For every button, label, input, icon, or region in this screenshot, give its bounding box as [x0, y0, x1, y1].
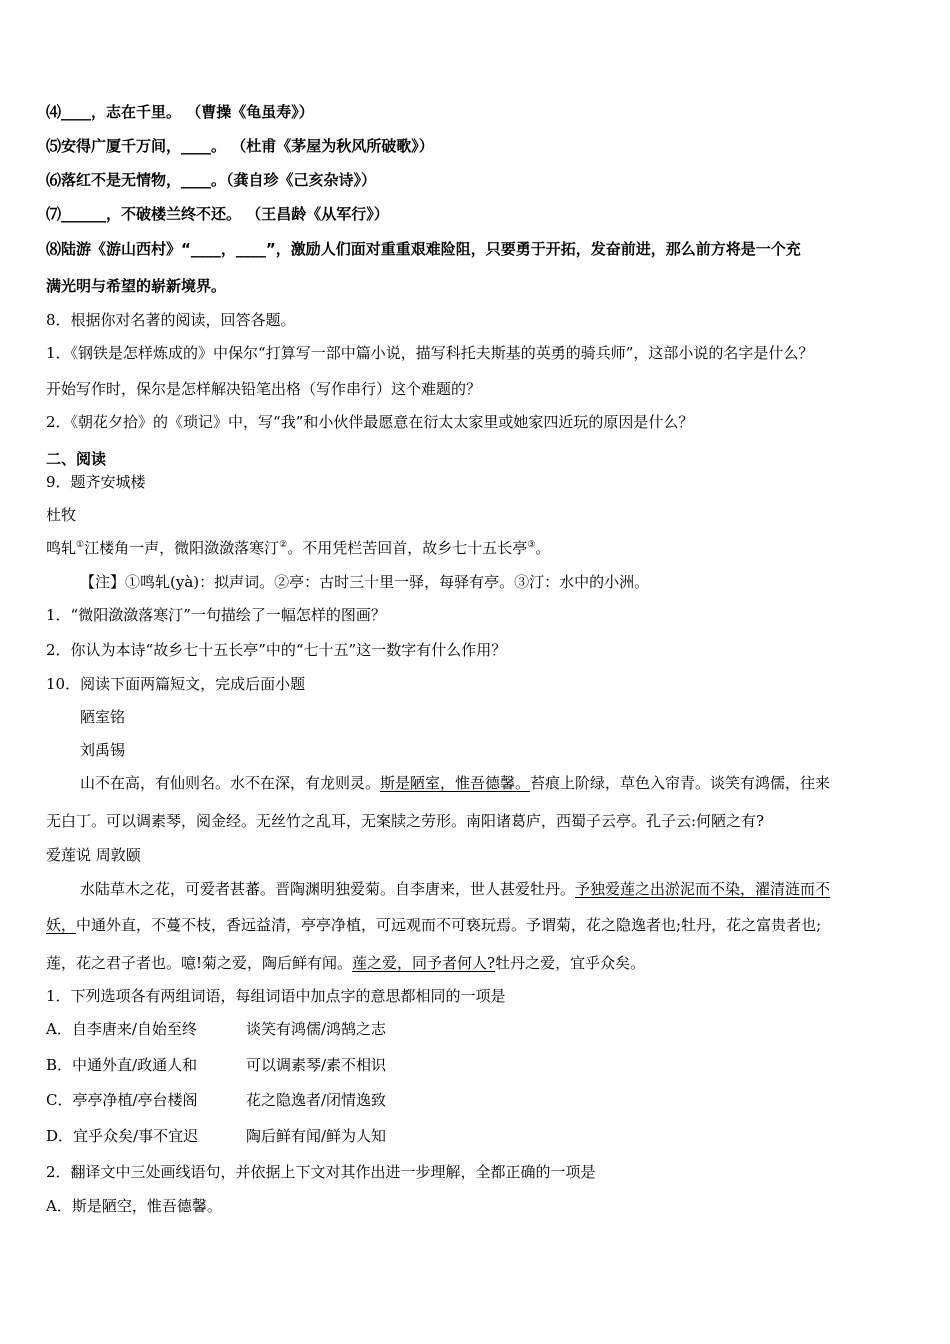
fill-line-5: ⑸安得广厦千万间，____。 （杜甫《茅屋为秋风所破歌》） [46, 137, 434, 155]
question-9-sub1: 1．“微阳潋潋落寒汀”一句描绘了一幅怎样的图画？ [46, 606, 386, 624]
underlined-sentence-3: 莲之爱，同予者何人? [352, 954, 496, 972]
question-8-sub1a: 1．《钢铁是怎样炼成的》中保尔“打算写一部中篇小说，描写科托夫斯基的英勇的骑兵师”，这部小说的名字是什么？ [46, 344, 814, 362]
passage-2-title: 爱莲说 周敦颐 [46, 846, 141, 864]
fill-line-8b: 满光明与希望的崭新境界。 [46, 277, 227, 295]
option-a: A．自李唐来/自始至终 谈笑有鸿儒/鸿鹄之志 [46, 1020, 387, 1038]
section-heading: 二、阅读 [46, 450, 107, 468]
poem-note: 【注】①鸣轧(yà)：拟声词。②亭：古时三十里一驿，每驿有亭。③汀：水中的小洲。 [80, 573, 650, 591]
fill-line-8a: ⑻陆游《游山西村》“____，____”，激励人们面对重重艰难险阻，只要勇于开拓，发奋前进，那么前方将是一个充 [46, 240, 801, 258]
fill-line-7: ⑺______，不破楼兰终不还。 （王昌龄《从军行》） [46, 205, 389, 223]
question-8-sub1b: 开始写作时，保尔是怎样解决铅笔出格（写作串行）这个难题的？ [46, 380, 482, 398]
passage-1-line2: 无白丁。可以调素琴，阅金经。无丝竹之乱耳，无案牍之劳形。南阳诸葛庐，西蜀子云亭。孔子云:何陋之有? [46, 812, 765, 830]
option-b: B．中通外直/政通人和 可以调素琴/素不相识 [46, 1056, 387, 1074]
passage-2-line1: 水陆草木之花，可爱者甚蕃。晋陶渊明独爱菊。自李唐来，世人甚爱牡丹。予独爱莲之出淤泥而不染，濯清涟而不 [80, 880, 831, 898]
question-9-sub2: 2．你认为本诗“故乡七十五长亭”中的“七十五”这一数字有什么作用？ [46, 641, 507, 659]
poem-author: 杜牧 [46, 506, 77, 524]
question-10-sub2-option-a: A．斯是陋空，惟吾德馨。 [46, 1197, 222, 1215]
question-10-sub2: 2．翻译文中三处画线语句，并依据上下文对其作出进一步理解，全都正确的一项是 [46, 1163, 596, 1181]
fill-line-4: ⑷____，志在千里。 （曹操《龟虽寿》） [46, 103, 314, 121]
underlined-sentence-2a: 予独爱莲之出淤泥而不染，濯清涟而不 [575, 880, 831, 898]
question-8-sub2: 2．《朝花夕拾》的《琐记》中，写“我”和小伙伴最愿意在衍太太家里或她家四近玩的原因是什么？ [46, 413, 694, 431]
poem-text: 鸣轧①江楼角一声，微阳潋潋落寒汀②。不用凭栏苦回首，故乡七十五长亭③。 [46, 539, 551, 557]
question-8-title: 8．根据你对名著的阅读，回答各题。 [46, 311, 296, 329]
passage-2-line2: 妖，中通外直，不蔓不枝，香远益清，亭亭净植，可远观而不可亵玩焉。予谓菊，花之隐逸者也;牡丹，花之富贵者也; [46, 916, 822, 934]
underlined-sentence-2b: 妖， [46, 916, 77, 934]
option-d: D．宜乎众矣/事不宜迟 陶后鲜有闻/鲜为人知 [46, 1127, 387, 1145]
passage-1-line1: 山不在高，有仙则名。水不在深，有龙则灵。斯是陋室，惟吾德馨。苔痕上阶绿，草色入帘青。谈笑有鸿儒，往来 [80, 774, 831, 792]
question-10-title: 10．阅读下面两篇短文，完成后面小题 [46, 675, 306, 693]
passage-2-line3: 莲，花之君子者也。噫!菊之爱，陶后鲜有闻。莲之爱，同予者何人?牡丹之爱，宜乎众矣。 [46, 954, 646, 972]
fill-line-6: ⑹落红不是无情物，____。（龚自珍《己亥杂诗》） [46, 171, 377, 189]
option-c: C．亭亭净植/亭台楼阁 花之隐逸者/闭情逸致 [46, 1091, 387, 1109]
question-10-sub1: 1．下列选项各有两组词语，每组词语中加点字的意思都相同的一项是 [46, 987, 506, 1005]
passage-1-title: 陋室铭 [80, 708, 126, 726]
question-9-title: 9．题齐安城楼 [46, 473, 146, 491]
underlined-sentence-1: 斯是陋室，惟吾德馨。 [380, 774, 531, 792]
passage-1-author: 刘禹锡 [80, 741, 126, 759]
